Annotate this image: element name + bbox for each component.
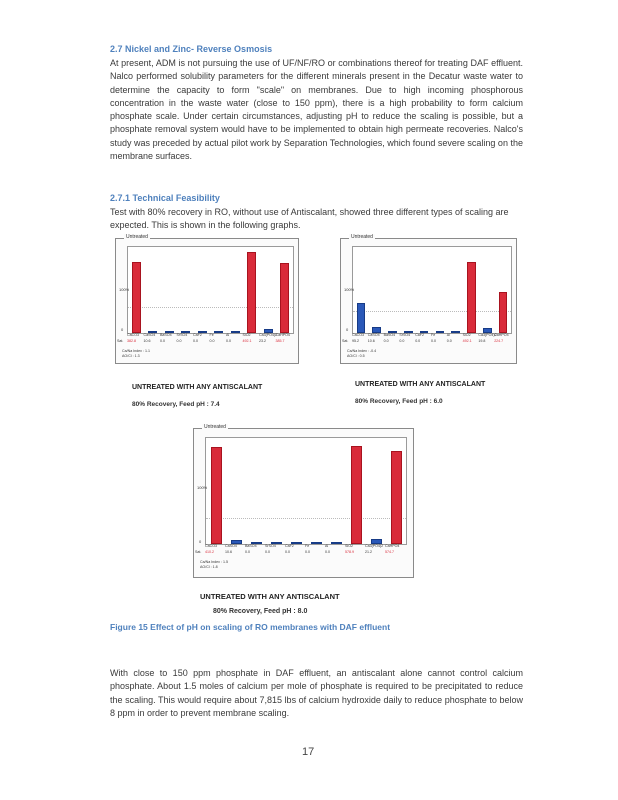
x-tick-label: CaF2 [193,333,202,337]
y-tick-100: 100% [344,287,355,292]
value-label: 0.0 [415,339,421,343]
y-tick-100: 100% [119,287,130,292]
value-label: 23.2 [259,339,266,343]
reference-line [353,311,511,312]
x-tick-label: CaSO4 [225,544,237,548]
x-tick-label: BaSO4 [383,333,396,337]
footer-line-1: Ca/Na Index : 1.5 [200,560,228,564]
x-labels [342,333,510,347]
subsection-intro: Test with 80% recovery in RO, without use of Antiscalant, showed three different types of scaling are expected. This is shown in the following graphs. [110,207,509,230]
value-label: 10.6 [143,339,151,343]
x-tick-label: SiO2 [242,333,251,337]
chart-ph-7-4 [115,234,299,364]
bars-container [353,247,511,333]
x-tick-label: Ca3(PO4)2 [259,333,278,337]
value-label: 95.2 [352,339,359,343]
value-label: 410.2 [205,550,214,554]
chart-caption-title: UNTREATED WITH ANY ANTISCALANT [200,592,340,601]
row-label: Sat. [117,339,124,343]
chart-panel-title: Untreated [204,424,226,430]
value-label: 492.1 [242,339,252,343]
x-tick-label: Fe [209,333,214,337]
x-labels [195,544,405,558]
value-label: 382.8 [127,339,136,343]
value-label: 492.1 [462,339,472,343]
reference-line [206,518,406,519]
value-label: 574.7 [385,550,394,554]
chart-caption-title: UNTREATED WITH ANY ANTISCALANT [132,384,263,391]
bar-cahpo4 [391,451,402,544]
bar-cahpo4 [280,263,289,333]
bars-container [128,247,293,333]
bar-caco3 [132,262,141,333]
footer-line-2: AO/Cl : 0.5 [347,354,365,358]
x-tick-label: CaSO4 [367,333,380,337]
x-tick-label: BaSO4 [245,544,257,548]
x-tick-label: SiO2 [345,544,353,548]
x-tick-label: CaCO3 [127,333,139,337]
subsection-heading: 2.7.1 Technical Feasibility [110,193,220,203]
value-label: 578.9 [345,550,354,554]
bar-sio2 [467,262,476,333]
x-tick-label: Al [226,333,230,337]
value-label: 0.0 [265,550,270,554]
x-tick-label: SrSO4 [265,544,276,548]
x-tick-label: SiO2 [462,333,471,337]
value-label: 10.6 [367,339,375,343]
value-label: 19.8 [478,339,486,343]
chart-caption-title: UNTREATED WITH ANY ANTISCALANT [355,381,486,388]
x-tick-label: Fe [431,333,436,337]
footer-line-2: AO/Cl : 1.8 [200,565,218,569]
value-label: 0.0 [245,550,250,554]
x-tick-label: SrSO4 [176,333,188,337]
value-label: 0.0 [193,339,198,343]
x-tick-label: CaHPO4 [494,333,509,337]
value-label: 0.0 [325,550,330,554]
chart-ph-6-0 [340,234,517,364]
x-tick-label: CaF2 [285,544,294,548]
value-label: 0.0 [383,339,389,343]
value-label: 0.0 [160,339,165,343]
page-number: 17 [302,746,315,758]
x-tick-label: Al [325,544,329,548]
footer-line-1: Ca/Na Index : -0.4 [347,349,377,353]
chart-caption-sub: 80% Recovery, Feed pH : 8.0 [213,608,308,615]
value-label: 0.0 [305,550,310,554]
x-tick-label: CaCO3 [352,333,364,337]
x-tick-label: CaSO4 [143,333,156,337]
bar-sio2 [247,252,256,333]
closing-paragraph: With close to 150 ppm phosphate in DAF effluent, an antiscalant alone cannot control calcium phosphate. About 1.5 moles of calcium per mole of phosphate is required to be precipitated to reduce the scaling. This would require about 7,815 lbs of calcium hydroxide daily to reduce phosphate to below 8 ppm in order to prevent membrane scaling. [110,668,523,718]
row-label: Sat. [195,550,202,554]
chart-footer [200,560,228,570]
plot-area [127,246,294,334]
y-tick-100: 100% [197,485,208,490]
chart-footer [122,349,150,359]
chart-caption-sub: 80% Recovery, Feed pH : 7.4 [132,401,220,408]
x-tick-label: CaCO3 [205,544,217,548]
section-heading: 2.7 Nickel and Zinc- Reverse Osmosis [110,44,273,54]
plot-area [352,246,512,334]
x-tick-label: Ca3(PO4)2 [365,544,384,548]
figure-caption: Figure 15 Effect of pH on scaling of RO membranes with DAF effluent [110,622,391,632]
value-label: 0.0 [209,339,215,343]
row-label: Sat. [342,339,349,343]
value-label: 0.0 [285,550,290,554]
x-tick-label: SrSO4 [399,333,411,337]
y-tick-0: 0 [121,327,124,332]
x-tick-label: Ca3(PO4)2 [478,333,497,337]
value-label: 0.0 [176,339,182,343]
bar-caco3 [357,303,366,333]
footer-line-2: AO/Cl : 1.3 [122,354,140,358]
x-tick-label: Fe [305,544,310,548]
x-tick-label: BaSO4 [160,333,172,337]
bar-caco3 [211,447,222,544]
chart-panel-title: Untreated [126,234,148,240]
footer-line-1: Ca/Na Index : 1.1 [122,349,150,353]
x-tick-label: CaF2 [415,333,424,337]
plot-area [205,437,407,545]
value-label: 21.2 [365,550,372,554]
value-label: 0.0 [226,339,231,343]
chart-ph-8-0 [193,424,414,578]
value-label: 10.6 [225,550,232,554]
value-label: 385.7 [275,339,285,343]
x-labels [117,333,292,347]
y-tick-0: 0 [346,327,349,332]
x-tick-label: CaHPO4 [275,333,290,337]
value-label: 0.0 [446,339,452,343]
chart-panel-title: Untreated [351,234,373,240]
reference-line [128,307,293,308]
value-label: 0.0 [431,339,436,343]
bars-container [206,438,406,544]
value-label: 224.7 [494,339,504,343]
x-tick-label: CaHPO4 [385,544,400,548]
section-paragraph: At present, ADM is not pursuing the use of UF/NF/RO or combinations thereof for treating DAF effluent. Nalco performed solubility parameters for the different minerals present in the Decatur waste water to determine the capacity to form "scale" on membranes. Due to high incoming phosphorous concentration in the waste water (close to 150 ppm), there is a high probability to form calcium phosphate scale. Under certain circumstances, adjusting pH to reduce the scaling is possible, but a phosphate removal system would have to be implemented to obtain high permeate recoveries. Nalco's study was preceded by actual pilot work by Separation Technologies, which found severe scaling on the membrane surfaces. [110,58,523,162]
x-tick-label: Al [446,333,450,337]
bar-cahpo4 [499,292,508,333]
chart-caption-sub: 80% Recovery, Feed pH : 6.0 [355,398,443,405]
chart-footer [347,349,376,359]
y-tick-0: 0 [199,539,202,544]
value-label: 0.0 [399,339,405,343]
bar-sio2 [351,446,362,544]
